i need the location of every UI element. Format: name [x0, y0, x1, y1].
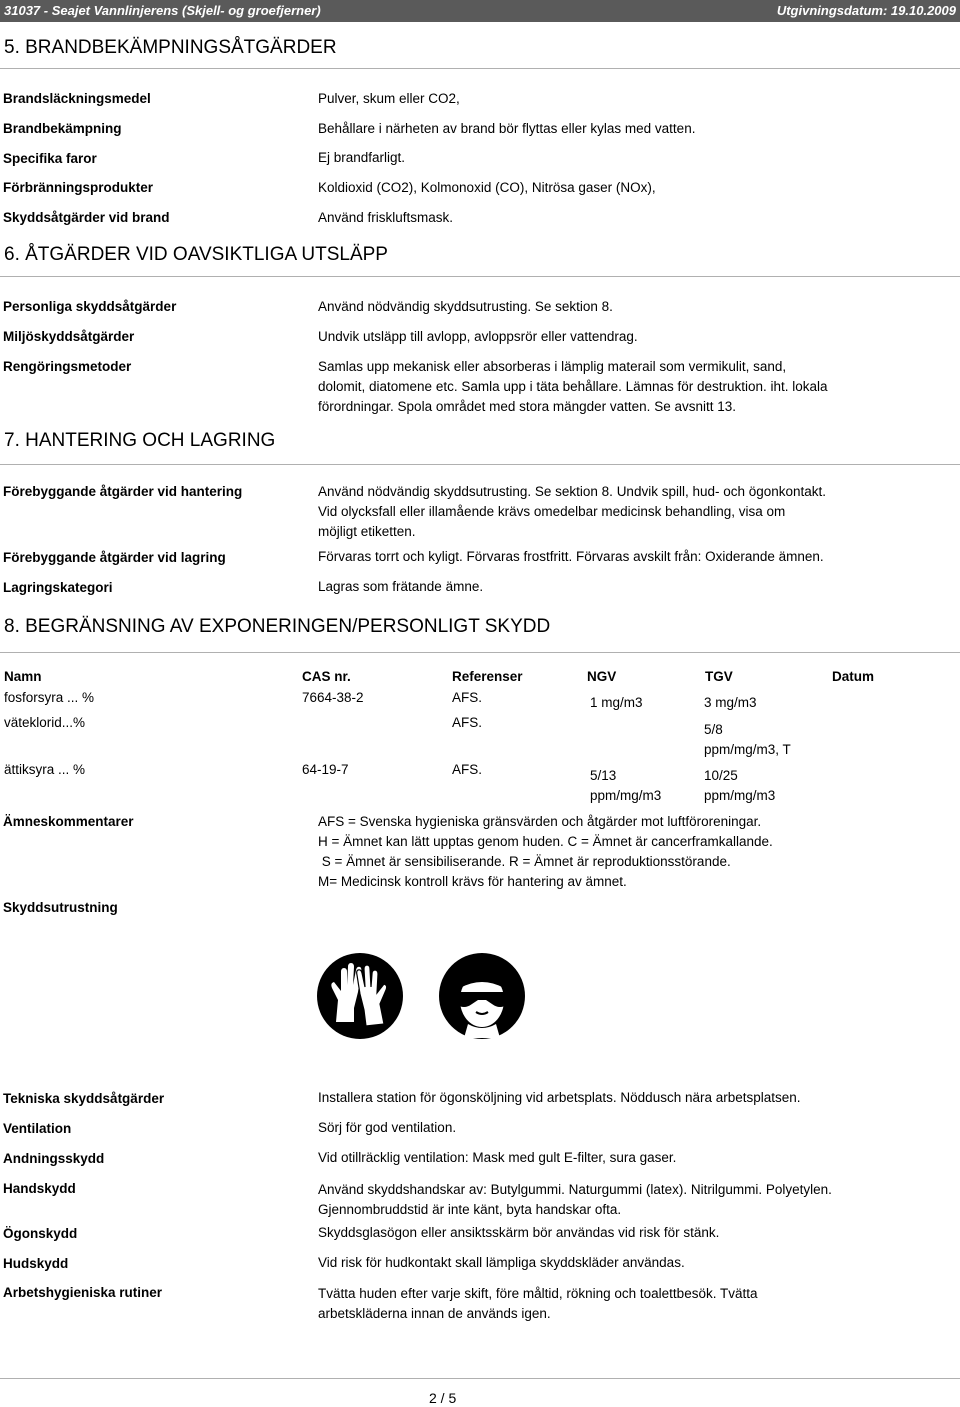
field-value-multiline: Använd nödvändig skyddsutrusting. Se sektion 8. Undvik spill, hud- och ögonkontakt. Vid olycksfall eller illamående krävs omedelbar medicinsk behandling, visa om möjligt etiketten. [318, 484, 827, 539]
field-label: Lagringskategori [3, 580, 113, 595]
table-cell: AFS. [452, 690, 483, 705]
document-title: 31037 - Seajet Vannlinjerens (Skjell- og groefjerner) [4, 3, 321, 18]
table-header: NGV [587, 669, 617, 684]
revision-date: Utgivningsdatum: 19.10.2009 [776, 3, 956, 18]
field-value: Lagras som frätande ämne. [318, 579, 484, 594]
gloves-icon [316, 952, 404, 1040]
field-label: Ventilation [3, 1121, 72, 1136]
equipment-label: Skyddsutrustning [3, 900, 118, 915]
section-5-title: 5. BRANDBEKÄMPNINGSÅTGÄRDER [4, 37, 337, 58]
field-label: Personliga skyddsåtgärder [3, 299, 177, 314]
table-cell: väteklorid...% [4, 715, 86, 730]
table-cell: ppm/mg/m3, T [704, 742, 791, 757]
field-label: Arbetshygieniska rutiner [3, 1285, 163, 1300]
table-cell: ppm/mg/m3 [704, 788, 776, 803]
field-value: Sörj för god ventilation. [318, 1120, 457, 1135]
table-cell: fosforsyra ... % [4, 690, 95, 705]
table-header: Datum [832, 669, 875, 684]
field-value: Koldioxid (CO2), Kolmonoxid (CO), Nitrösa gaser (NOx), [318, 180, 656, 195]
section-5-header [0, 30, 960, 69]
comments-label: Ämneskommentarer [3, 814, 134, 829]
field-label: Andningsskydd [3, 1151, 105, 1166]
field-label: Hudskydd [3, 1256, 69, 1271]
field-value: Vid otillräcklig ventilation: Mask med gult E-filter, sura gaser. [318, 1150, 677, 1165]
field-value-multiline: Samlas upp mekanisk eller absorberas i lämplig materail som vermikulit, sand, dolomit, diatomene etc. Samla upp i täta behållare. Lämnas för destruktion. iht. lokala förordningar. Spola området med stora mängder vatten. Se avsnitt 13. [318, 359, 828, 414]
table-cell: 1 mg/m3 [590, 695, 643, 710]
table-cell: ättiksyra ... % [4, 762, 86, 777]
page-number: 2 / 5 [429, 1390, 457, 1406]
table-cell: 64-19-7 [302, 762, 349, 777]
section-8-title: 8. BEGRÄNSNING AV EXPONERINGEN/PERSONLIGT SKYDD [4, 616, 551, 637]
field-value: Skyddsglasögon eller ansiktsskärm bör användas vid risk för stänk. [318, 1225, 720, 1240]
field-label: Specifika faror [3, 151, 97, 166]
field-label: Rengöringsmetoder [3, 359, 132, 374]
field-value: Förvaras torrt och kyligt. Förvaras frostfritt. Förvaras avskilt från: Oxiderande ämnen. [318, 549, 824, 564]
table-header: Referenser [452, 669, 523, 684]
field-label: Tekniska skyddsåtgärder [3, 1091, 165, 1106]
table-header: Namn [4, 669, 42, 684]
field-label: Skyddsåtgärder vid brand [3, 210, 170, 225]
table-cell: AFS. [452, 715, 483, 730]
comments-text: AFS = Svenska hygieniska gränsvärden och åtgärder mot luftföroreningar. H = Ämnet kan lätt upptas genom huden. C = Ämnet är cancerframkallande. S = Ämnet är sensibiliserande. R = Ämnet är reproduktionsstörande. M= Medicinsk kontroll krävs för hantering av ämnet. [318, 814, 773, 889]
field-label: Brandbekämpning [3, 121, 122, 136]
table-header: CAS nr. [302, 669, 351, 684]
field-value: Behållare i närheten av brand bör flyttas eller kylas med vatten. [318, 121, 696, 136]
field-label: Brandsläckningsmedel [3, 91, 151, 106]
section-6-header [0, 236, 960, 277]
table-cell: 7664-38-2 [302, 690, 364, 705]
field-value: Pulver, skum eller CO2, [318, 91, 460, 106]
table-header: TGV [705, 669, 733, 684]
table-cell: 3 mg/m3 [704, 695, 757, 710]
field-label: Förbränningsprodukter [3, 180, 154, 195]
section-8-header [0, 608, 960, 653]
field-value: Installera station för ögonsköljning vid arbetsplats. Nöddusch nära arbetsplatsen. [318, 1090, 801, 1105]
field-label: Förebyggande åtgärder vid lagring [3, 550, 226, 565]
section-7-header [0, 422, 960, 465]
goggles-icon [438, 952, 526, 1040]
field-label: Ögonskydd [3, 1226, 78, 1241]
table-cell: 5/8 [704, 722, 723, 737]
document-header [0, 0, 960, 22]
table-cell: 5/13 [590, 768, 617, 783]
field-label: Handskydd [3, 1181, 76, 1196]
field-value: Ej brandfarligt. [318, 150, 406, 165]
field-label: Förebyggande åtgärder vid hantering [3, 484, 243, 499]
footer-divider [0, 1378, 960, 1379]
field-value: Vid risk för hudkontakt skall lämpliga skyddskläder användas. [318, 1255, 685, 1270]
section-7-title: 7. HANTERING OCH LAGRING [4, 430, 276, 451]
field-value: Använd friskluftsmask. [318, 210, 454, 225]
field-value-multiline: Tvätta huden efter varje skift, före måltid, rökning och toalettbesök. Tvätta arbetskläderna innan de används igen. [318, 1286, 758, 1321]
field-label: Miljöskyddsåtgärder [3, 329, 135, 344]
section-6-title: 6. ÅTGÄRDER VID OAVSIKTLIGA UTSLÄPP [4, 244, 388, 265]
table-cell: ppm/mg/m3 [590, 788, 662, 803]
field-value-multiline: Använd skyddshandskar av: Butylgummi. Naturgummi (latex). Nitrilgummi. Polyetylen. Gjennombruddstid är inte känt, byta handskar ofta. [318, 1182, 832, 1217]
table-cell: AFS. [452, 762, 483, 777]
field-value: Undvik utsläpp till avlopp, avloppsrör eller vattendrag. [318, 329, 638, 344]
table-cell: 10/25 [704, 768, 738, 783]
field-value: Använd nödvändig skyddsutrusting. Se sektion 8. [318, 299, 613, 314]
